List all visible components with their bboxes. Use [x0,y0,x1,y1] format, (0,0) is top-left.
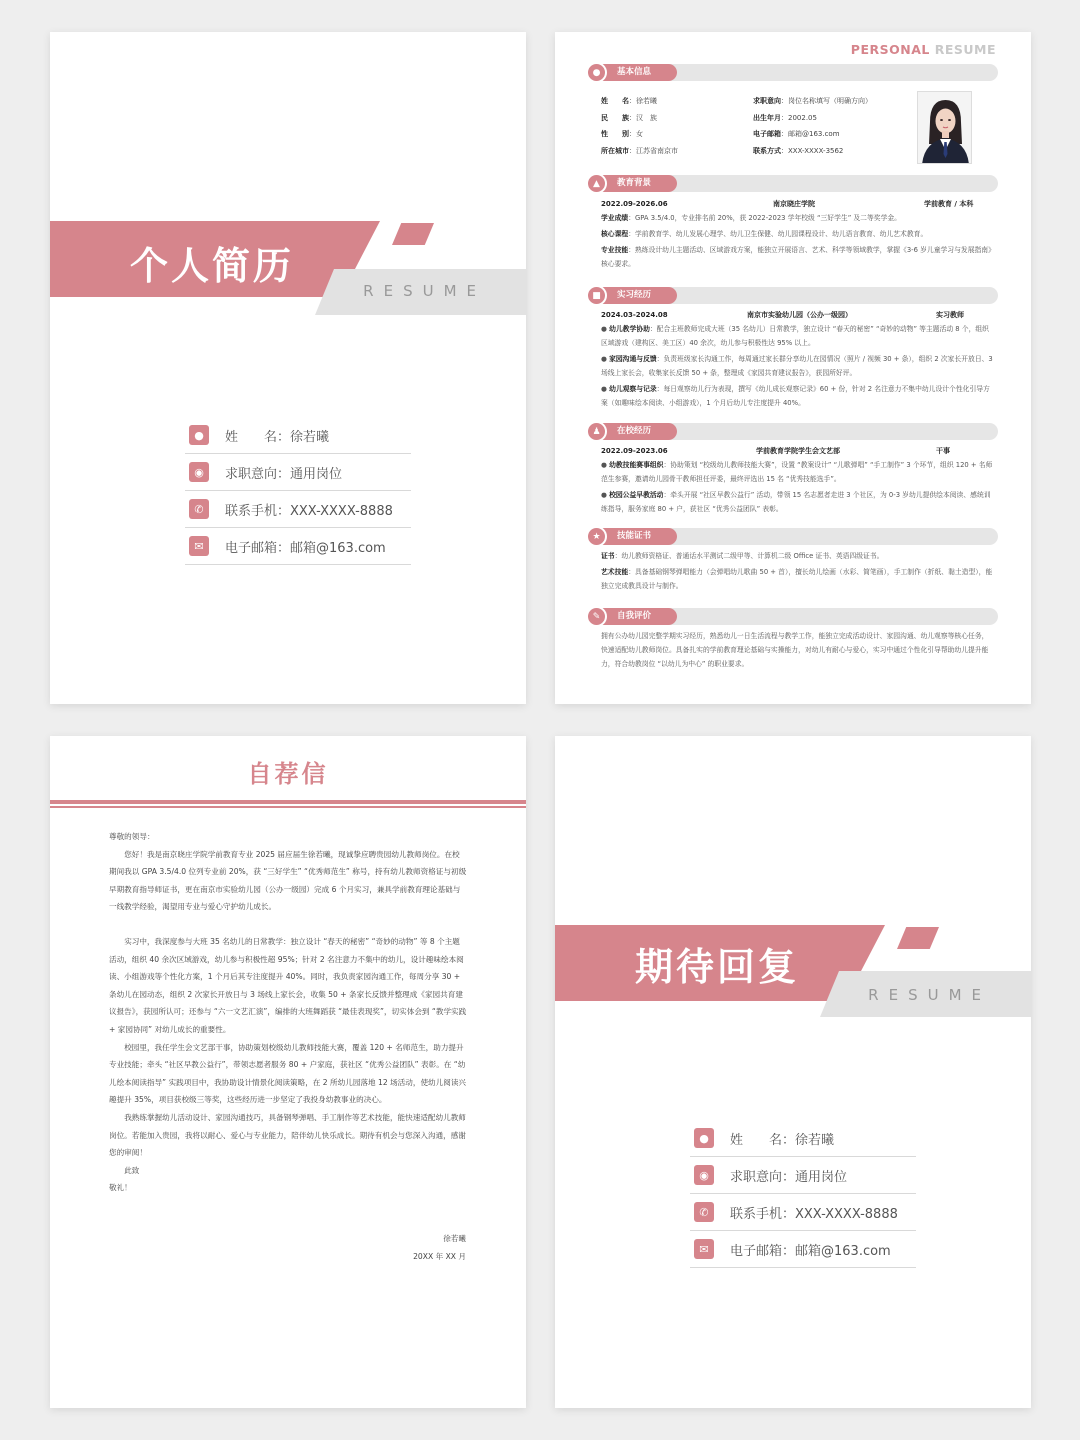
briefcase-icon: ■ [586,285,607,306]
letter-paragraph: 校园里，我任学生会文艺部干事，协助策划校级幼儿教师技能大赛，覆盖 120 + 名师范生，助力提升专业技能；牵头 “社区早教公益行”，带领志愿者服务 80 + 户家庭，获社区 “优秀公益团队” 表彰。在 “幼儿绘本阅读指导” 实践项目中，我协助设计情景化阅读策略，在 2 所幼儿园落地 12 场活动，使幼儿阅读兴趣提升 35%，项目获校级三等奖，这些经历进一步坚定了我投身幼教事业的决心。 [109,1042,467,1105]
mail-icon: ✉ [694,1239,714,1259]
graduation-cap-icon: ▲ [586,173,607,194]
mail-icon: ✉ [189,536,209,556]
info-row-email [185,528,411,565]
edu-major: 学前教育 / 本科 [924,200,974,208]
skills-line: 证书：幼儿教师资格证、普通话水平测试二级甲等、计算机二级 Office 证书、英语四级证书。 [601,552,884,560]
back-title: 期待回复 [635,945,800,989]
basic-intent: 求职意向：岗位名称填写（明确方向） [753,97,872,105]
info-phone: 联系手机：XXX-XXXX-8888 [225,503,393,519]
cover-title: 个人简历 [130,244,295,288]
note-icon: ✎ [586,606,607,627]
phone-icon: ✆ [694,1202,714,1222]
info-row-intent [185,454,411,491]
people-icon: ♟ [586,421,607,442]
campus-details [601,458,995,516]
person-icon: ● [694,1128,714,1148]
info-email: 电子邮箱：邮箱@163.com [730,1243,891,1259]
letter-paragraph: 我熟练掌握幼儿活动设计、家园沟通技巧，具备钢琴弹唱、手工制作等艺术技能，能快速适配幼儿教师岗位。若能加入贵园，我将以耐心、爱心与专业能力，陪伴幼儿快乐成长。期待有机会与您深入沟通，感谢您的审阅！ [109,1112,466,1158]
letter-title-rule-thin [50,806,526,808]
resume-page [555,32,1031,704]
edu-details [601,211,995,271]
info-row-phone [690,1194,916,1231]
cover-page [50,32,526,704]
info-name: 姓 名：徐若曦 [730,1132,835,1148]
info-row-intent [690,1157,916,1194]
back-resume-label: RESUME [868,986,991,1004]
intern-org: 南京市实验幼儿园（公办一级园） [747,311,852,319]
campus-line: ● 校园公益早教活动：牵头开展 “社区早教公益行” 活动，带领 15 名志愿者走进 3 个社区，为 0-3 岁幼儿提供绘本阅读、感统训练指导，服务家庭 80 + 户，获社区 “优秀公益团队” 表彰。 [601,491,991,513]
cover-accent-chip [392,223,434,245]
campus-org: 学前教育学院学生会文艺部 [756,447,840,455]
location-icon: ◉ [189,462,209,482]
section-title-internship: 实习经历 [617,290,652,300]
info-row-phone [185,491,411,528]
info-row-email [690,1231,916,1268]
letter-greeting: 尊敬的领导： [109,832,155,841]
intern-date: 2024.03-2024.08 [601,311,668,319]
resume-header [851,42,996,57]
user-icon: ● [586,62,607,83]
letter-closing-1: 此致 [124,1165,140,1175]
intern-details [601,322,995,410]
basic-birth: 出生年月：2002.05 [753,114,817,122]
back-cover-page [555,736,1031,1408]
award-icon: ★ [586,526,607,547]
letter-paragraph: 您好！我是南京晓庄学院学前教育专业 2025 届应届生徐若曦，现诚挚应聘贵园幼儿教师岗位。在校期间我以 GPA 3.5/4.0 位列专业前 20%，获 “三好学生” “优秀师范生” 称号，持有幼儿教师资格证与初级早期教育指导师证书，更在南京市实验幼儿园（公办一级园）完成 6 个月实习，兼具学前教育理论基础与一线教学经验，渴望用专业与爱心守护幼儿成长。 [109,849,467,912]
info-intent: 求职意向：通用岗位 [225,466,343,482]
campus-role: 干事 [936,447,950,455]
section-title-campus: 在校经历 [617,426,652,436]
info-email: 电子邮箱：邮箱@163.com [225,540,386,556]
header-personal: PERSONAL [850,42,930,57]
campus-date: 2022.09-2023.06 [601,447,668,455]
info-intent: 求职意向：通用岗位 [730,1169,848,1185]
letter-title: 自荐信 [247,760,329,788]
info-name: 姓 名：徐若曦 [225,429,330,445]
intern-line: ● 幼儿教学协助：配合主班教师完成大班（35 名幼儿）日常教学，独立设计 “春天的秘密” “奇妙的动物” 等主题活动 8 个，组织区域游戏（建构区、美工区）40 余次，幼儿参与积极性达 95% 以上。 [601,325,989,347]
edu-line: 核心课程：学前教育学、幼儿发展心理学、幼儿卫生保健、幼儿园课程设计、幼儿语言教育、幼儿艺术教育。 [601,230,928,238]
basic-email: 电子邮箱：邮箱@163.com [753,130,840,138]
person-icon: ● [189,425,209,445]
basic-contact: 联系方式：XXX-XXXX-3562 [753,147,844,155]
letter-body [109,828,467,1197]
back-info-list [690,1120,916,1268]
intern-line: ● 家园沟通与反馈：负责班级家长沟通工作，每周通过家长群分享幼儿在园情况（照片 / 视频 30 + 条），组织 2 次家长开放日、3 场线上家长会，收集家长反馈 50 + 条，整理成《家园共育建议报告》，获园所好评。 [601,355,993,377]
header-resume: RESUME [934,42,996,57]
profile-photo [917,91,972,164]
phone-icon: ✆ [189,499,209,519]
letter-date: 20XX 年 XX 月 [413,1252,466,1261]
skills-line: 艺术技能：具备基础钢琴弹唱能力（会弹唱幼儿歌曲 50 + 首），擅长幼儿绘画（水彩、简笔画），手工制作（折纸、黏土造型），能独立完成教具设计与制作。 [601,568,993,590]
info-phone: 联系手机：XXX-XXXX-8888 [730,1206,898,1222]
letter-signature: 徐若曦 [443,1234,466,1243]
skills-details [601,549,995,593]
edu-school: 南京晓庄学院 [773,200,815,208]
section-title-basic: 基本信息 [617,67,652,77]
letter-paragraph: 实习中，我深度参与大班 35 名幼儿的日常教学：独立设计 “春天的秘密” “奇妙的动物” 等 8 个主题活动，组织 40 余次区域游戏，幼儿参与积极性超 95%；针对 2 名注意力不集中的幼儿，设计趣味绘本阅读、小组游戏等个性化方案，1 个月后其专注度提升 40%。同时，我负责家园沟通工作，每周分享 30 + 条幼儿在园动态，组织 2 次家长开放日与 3 场线上家长会，收集 50 + 条家长反馈并整理成《家园共育建议报告》，获园所认可；还参与 “六一文艺汇演”，编排的大班舞蹈获 “最佳表现奖”，切实体会到 “教学实践 + 家园协同” 对幼儿成长的重要性。 [109,936,467,1034]
cover-info-list [185,417,411,565]
campus-line: ● 幼教技能赛事组织：协助策划 “校级幼儿教师技能大赛”，设置 “教案设计” “儿歌弹唱” “手工制作” 3 个环节，组织 120 + 名师范生参赛，邀请幼儿园骨干教师担任评委，最终评选出 15 名 “优秀技能选手”。 [601,461,993,483]
intern-role: 实习教师 [936,311,964,319]
basic-name: 姓 名：徐若曦 [601,97,657,105]
cover-letter-page [50,736,526,1408]
back-accent-chip [897,927,939,949]
basic-city: 所在城市：江苏省南京市 [601,147,678,155]
edu-line: 专业技能：熟练设计幼儿主题活动、区域游戏方案，能独立开展语言、艺术、科学等领域教学，掌握《3-6 岁儿童学习与发展指南》核心要求。 [601,246,995,268]
letter-closing-2: 敬礼！ [109,1183,132,1193]
edu-line: 学业成绩：GPA 3.5/4.0，专业排名前 20%，获 2022-2023 学年校级 “三好学生” 及二等奖学金。 [601,214,901,222]
info-row-name [690,1120,916,1157]
basic-gender: 性 别：女 [601,130,643,138]
cover-resume-label: RESUME [363,282,486,300]
intern-line: ● 幼儿观察与记录：每日观察幼儿行为表现，撰写《幼儿成长观察记录》60 + 份，针对 2 名注意力不集中幼儿设计个性化引导方案（如趣味绘本阅读、小组游戏），1 个月后幼儿专注度提升 40%。 [601,385,990,407]
info-row-name [185,417,411,454]
section-title-skills: 技能证书 [617,531,652,541]
basic-ethnicity: 民 族：汉 族 [601,114,657,122]
edu-date: 2022.09-2026.06 [601,200,668,208]
letter-title-rule [50,800,526,804]
section-title-self: 自我评价 [617,611,652,621]
section-title-education: 教育背景 [617,178,652,188]
location-icon: ◉ [694,1165,714,1185]
self-evaluation-text: 拥有公办幼儿园完整学期实习经历，熟悉幼儿一日生活流程与教学工作，能独立完成活动设计、家园沟通、幼儿观察等核心任务，快速适配幼儿教师岗位。具备扎实的学前教育理论基础与实操能力，对幼儿有耐心与爱心，实习中通过个性化引导帮助幼儿提升能力，符合幼教岗位 “以幼儿为中心” 的职业要求。 [601,632,989,668]
